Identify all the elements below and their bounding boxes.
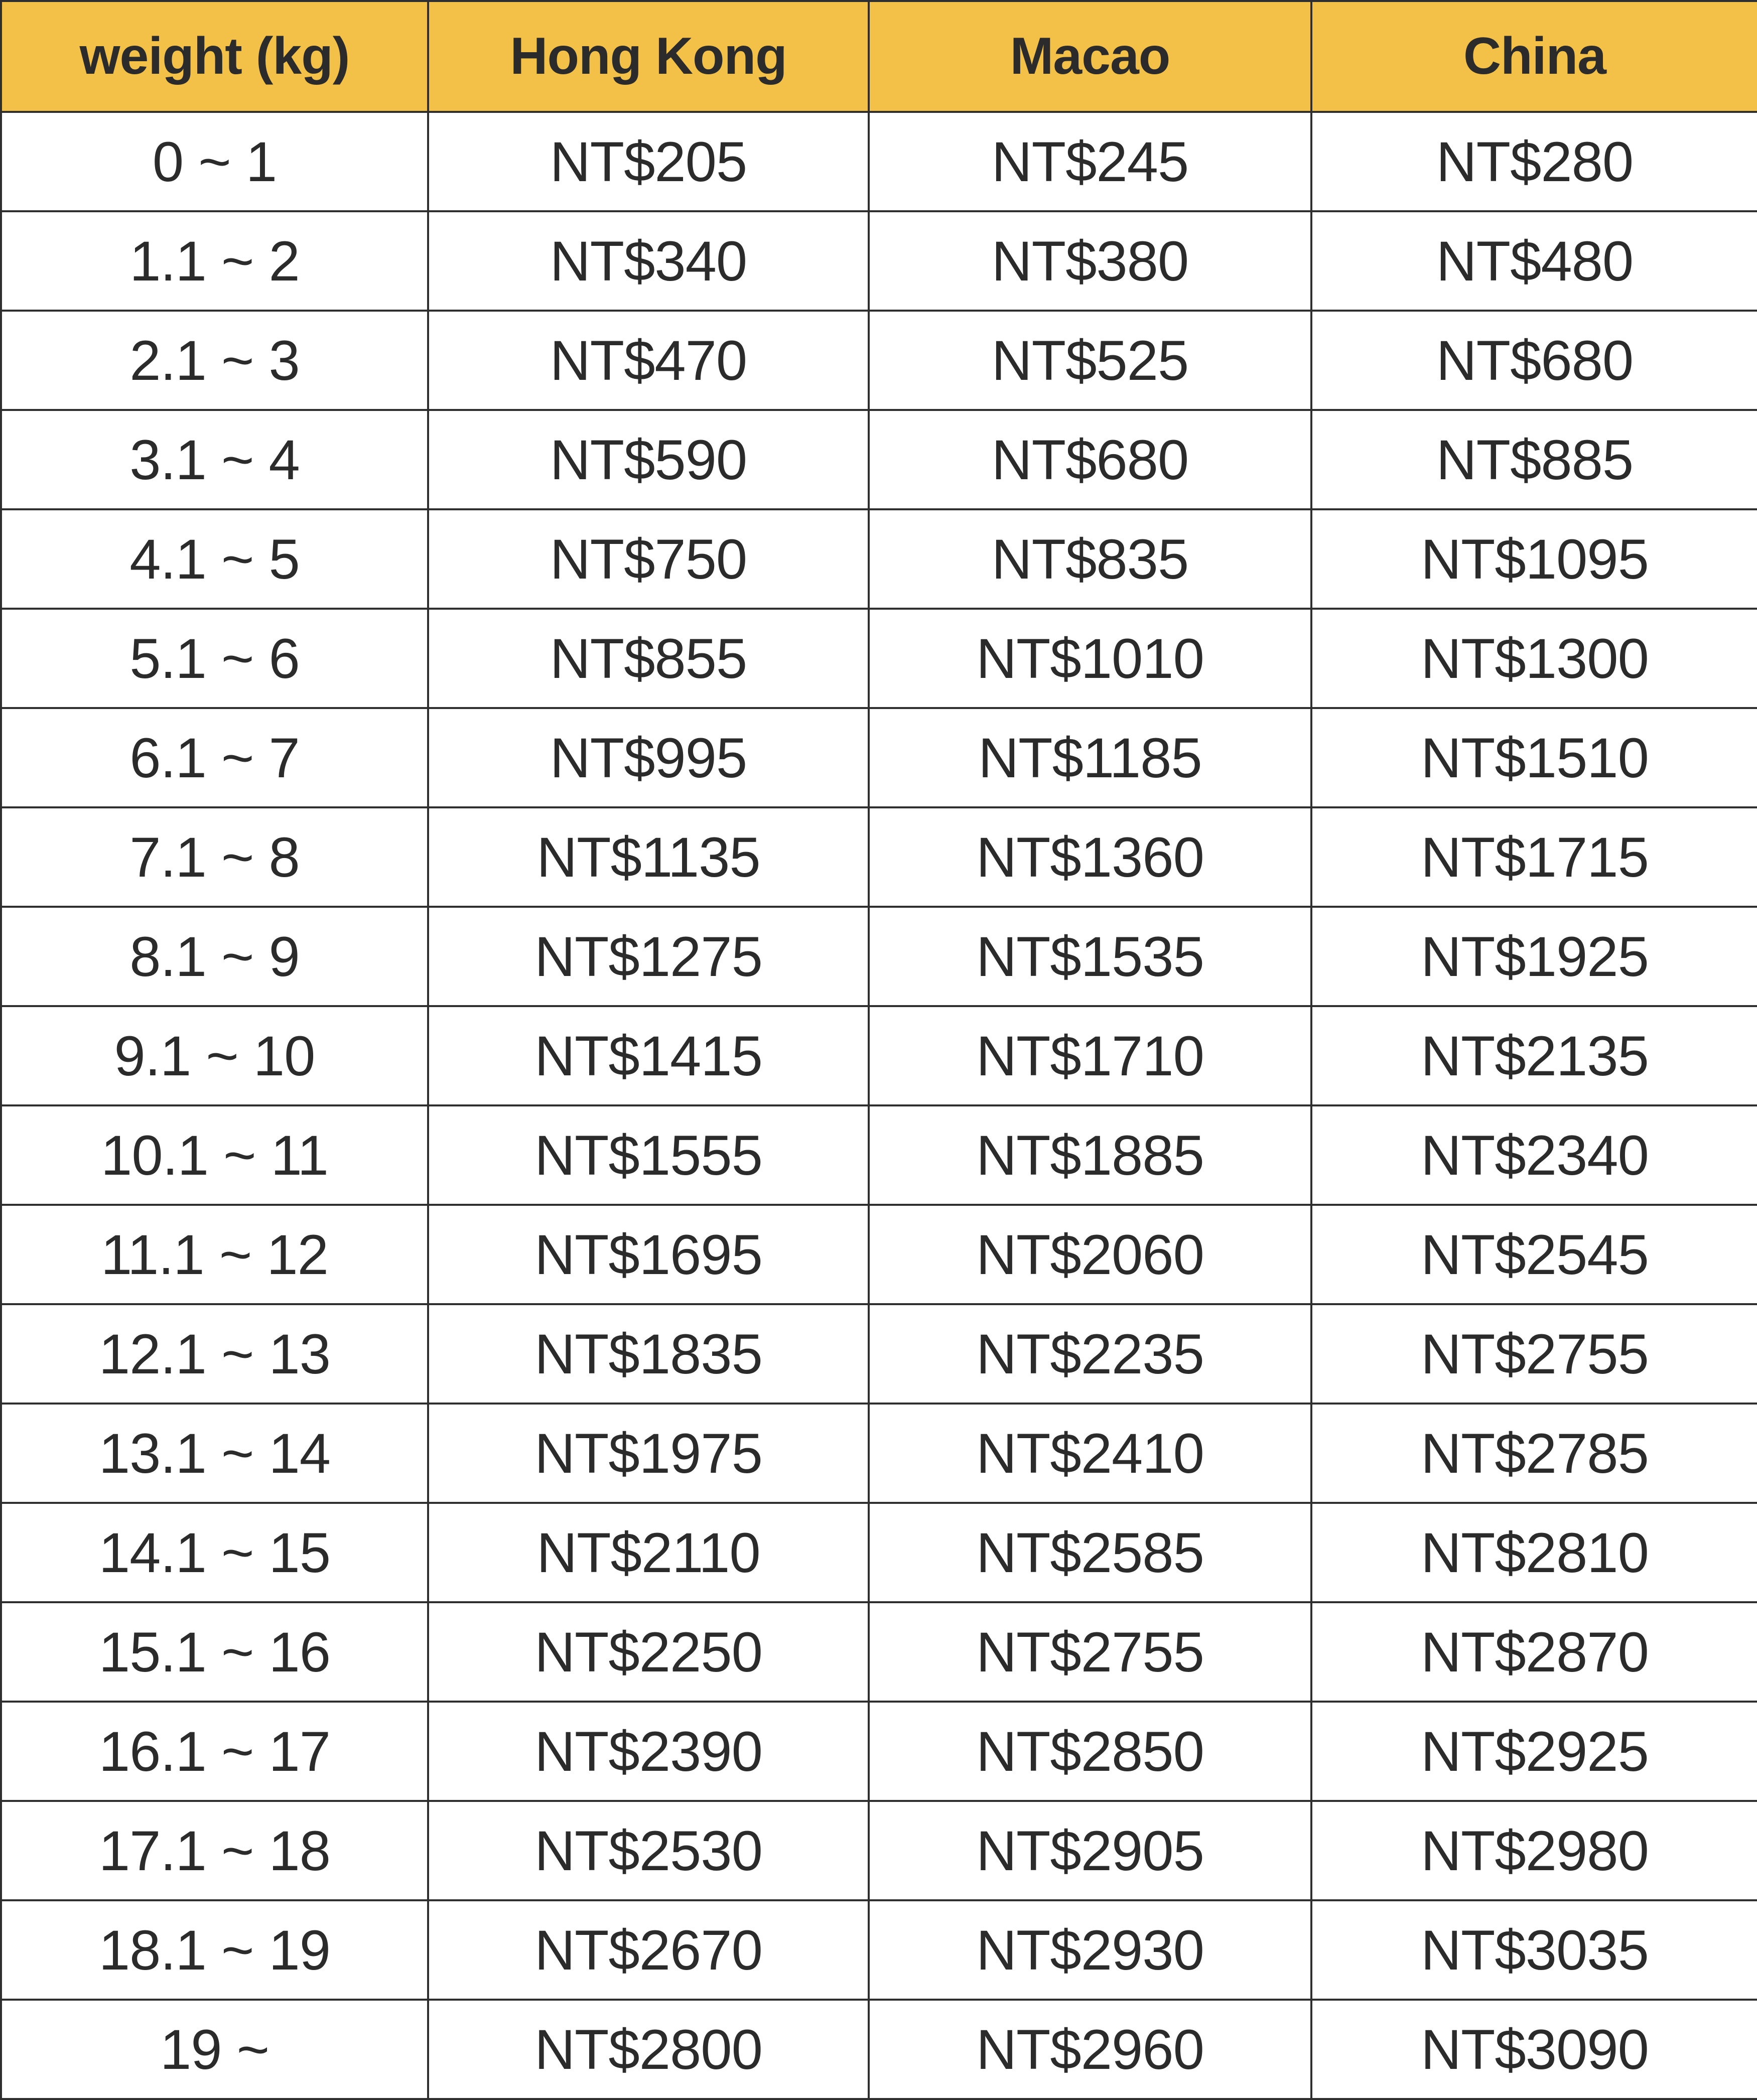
table-row (1, 1602, 1757, 1702)
china-price-cell: NT$680 (1311, 311, 1757, 410)
china-price-cell: NT$2755 (1311, 1304, 1757, 1404)
macao-price-cell: NT$1010 (869, 609, 1311, 708)
weight-cell: 19 ~ (1, 2000, 428, 2099)
macao-price-cell: NT$380 (869, 211, 1311, 311)
table-row (1, 1105, 1757, 1205)
china-price-cell: NT$1925 (1311, 907, 1757, 1006)
hong-kong-price-cell: NT$2670 (428, 1900, 869, 2000)
china-price-cell: NT$2135 (1311, 1006, 1757, 1105)
table-row (1, 1900, 1757, 2000)
hong-kong-price-cell: NT$470 (428, 311, 869, 410)
weight-cell: 17.1 ~ 18 (1, 1801, 428, 1900)
macao-price-cell: NT$680 (869, 410, 1311, 509)
china-price-cell: NT$3035 (1311, 1900, 1757, 2000)
macao-price-cell: NT$2930 (869, 1900, 1311, 2000)
china-price-cell: NT$885 (1311, 410, 1757, 509)
weight-cell: 10.1 ~ 11 (1, 1105, 428, 1205)
table-row (1, 1304, 1757, 1404)
macao-price-cell: NT$2060 (869, 1205, 1311, 1304)
macao-price-cell: NT$2585 (869, 1503, 1311, 1602)
table-row (1, 311, 1757, 410)
macao-price-cell: NT$2755 (869, 1602, 1311, 1702)
china-price-cell: NT$2545 (1311, 1205, 1757, 1304)
china-price-cell: NT$3090 (1311, 2000, 1757, 2099)
header-china: China (1311, 1, 1757, 112)
weight-cell: 4.1 ~ 5 (1, 509, 428, 609)
weight-cell: 6.1 ~ 7 (1, 708, 428, 807)
table-row (1, 907, 1757, 1006)
macao-price-cell: NT$525 (869, 311, 1311, 410)
china-price-cell: NT$1715 (1311, 807, 1757, 907)
table-body (1, 112, 1757, 2099)
china-price-cell: NT$1300 (1311, 609, 1757, 708)
macao-price-cell: NT$1885 (869, 1105, 1311, 1205)
macao-price-cell: NT$1535 (869, 907, 1311, 1006)
hong-kong-price-cell: NT$2110 (428, 1503, 869, 1602)
china-price-cell: NT$1095 (1311, 509, 1757, 609)
china-price-cell: NT$2870 (1311, 1602, 1757, 1702)
china-price-cell: NT$480 (1311, 211, 1757, 311)
china-price-cell: NT$2340 (1311, 1105, 1757, 1205)
table-row (1, 1205, 1757, 1304)
hong-kong-price-cell: NT$205 (428, 112, 869, 211)
table-row (1, 1503, 1757, 1602)
weight-cell: 15.1 ~ 16 (1, 1602, 428, 1702)
macao-price-cell: NT$1710 (869, 1006, 1311, 1105)
weight-cell: 13.1 ~ 14 (1, 1404, 428, 1503)
hong-kong-price-cell: NT$2800 (428, 2000, 869, 2099)
china-price-cell: NT$280 (1311, 112, 1757, 211)
macao-price-cell: NT$2235 (869, 1304, 1311, 1404)
weight-cell: 8.1 ~ 9 (1, 907, 428, 1006)
macao-price-cell: NT$2905 (869, 1801, 1311, 1900)
macao-price-cell: NT$1185 (869, 708, 1311, 807)
weight-cell: 11.1 ~ 12 (1, 1205, 428, 1304)
hong-kong-price-cell: NT$1975 (428, 1404, 869, 1503)
weight-cell: 2.1 ~ 3 (1, 311, 428, 410)
table-row (1, 509, 1757, 609)
table-row (1, 1006, 1757, 1105)
hong-kong-price-cell: NT$1555 (428, 1105, 869, 1205)
macao-price-cell: NT$245 (869, 112, 1311, 211)
hong-kong-price-cell: NT$1275 (428, 907, 869, 1006)
macao-price-cell: NT$1360 (869, 807, 1311, 907)
table-row (1, 1702, 1757, 1801)
hong-kong-price-cell: NT$2530 (428, 1801, 869, 1900)
china-price-cell: NT$2785 (1311, 1404, 1757, 1503)
china-price-cell: NT$2925 (1311, 1702, 1757, 1801)
weight-cell: 3.1 ~ 4 (1, 410, 428, 509)
china-price-cell: NT$1510 (1311, 708, 1757, 807)
header-weight: weight (kg) (1, 1, 428, 112)
table-row (1, 410, 1757, 509)
table-row (1, 112, 1757, 211)
weight-cell: 1.1 ~ 2 (1, 211, 428, 311)
hong-kong-price-cell: NT$2390 (428, 1702, 869, 1801)
header-row (1, 1, 1757, 112)
table-row (1, 609, 1757, 708)
hong-kong-price-cell: NT$2250 (428, 1602, 869, 1702)
table-row (1, 708, 1757, 807)
header-hong-kong: Hong Kong (428, 1, 869, 112)
weight-cell: 9.1 ~ 10 (1, 1006, 428, 1105)
table-row (1, 1404, 1757, 1503)
weight-cell: 12.1 ~ 13 (1, 1304, 428, 1404)
macao-price-cell: NT$835 (869, 509, 1311, 609)
macao-price-cell: NT$2850 (869, 1702, 1311, 1801)
weight-cell: 5.1 ~ 6 (1, 609, 428, 708)
hong-kong-price-cell: NT$855 (428, 609, 869, 708)
weight-cell: 7.1 ~ 8 (1, 807, 428, 907)
table-header (1, 1, 1757, 112)
table-row (1, 2000, 1757, 2099)
hong-kong-price-cell: NT$750 (428, 509, 869, 609)
china-price-cell: NT$2810 (1311, 1503, 1757, 1602)
weight-cell: 16.1 ~ 17 (1, 1702, 428, 1801)
weight-cell: 14.1 ~ 15 (1, 1503, 428, 1602)
hong-kong-price-cell: NT$590 (428, 410, 869, 509)
hong-kong-price-cell: NT$340 (428, 211, 869, 311)
macao-price-cell: NT$2410 (869, 1404, 1311, 1503)
hong-kong-price-cell: NT$1415 (428, 1006, 869, 1105)
hong-kong-price-cell: NT$1835 (428, 1304, 869, 1404)
macao-price-cell: NT$2960 (869, 2000, 1311, 2099)
table-row (1, 211, 1757, 311)
china-price-cell: NT$2980 (1311, 1801, 1757, 1900)
hong-kong-price-cell: NT$1135 (428, 807, 869, 907)
weight-cell: 0 ~ 1 (1, 112, 428, 211)
table-row (1, 1801, 1757, 1900)
table-row (1, 807, 1757, 907)
hong-kong-price-cell: NT$995 (428, 708, 869, 807)
header-macao: Macao (869, 1, 1311, 112)
hong-kong-price-cell: NT$1695 (428, 1205, 869, 1304)
weight-cell: 18.1 ~ 19 (1, 1900, 428, 2000)
